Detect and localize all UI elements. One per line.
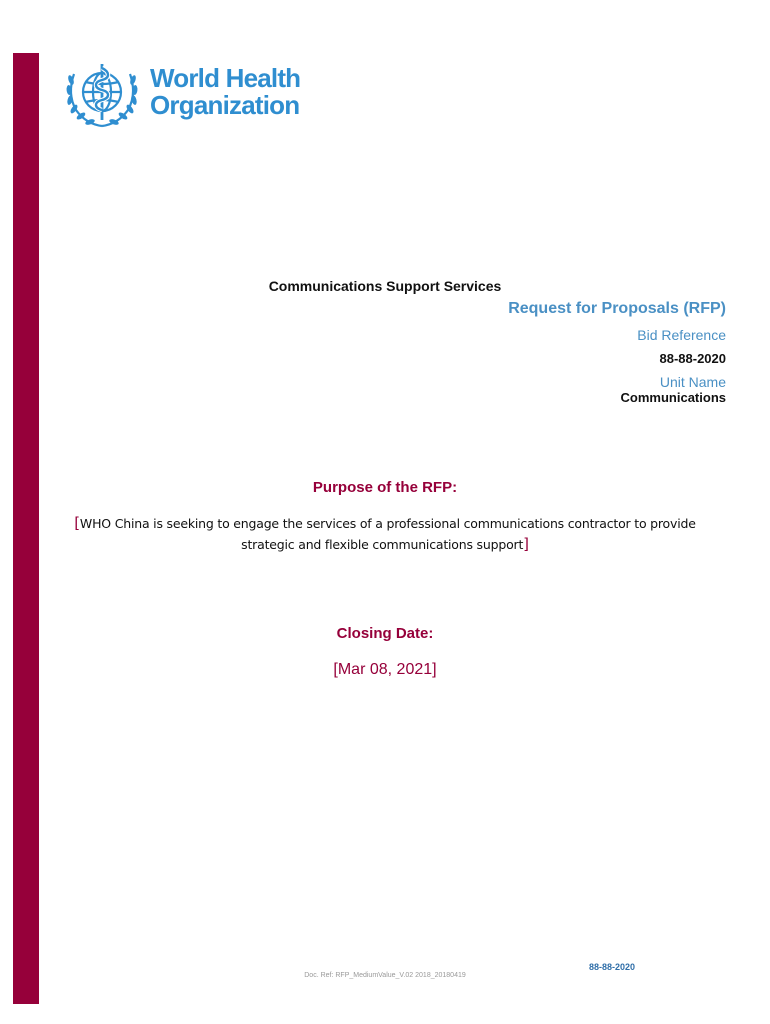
rfp-heading: Request for Proposals (RFP) [508,300,726,317]
footer-reference: 88-88-2020 [588,962,635,972]
footer-doc-ref: Doc. Ref: RFP_MediumValue_V.02 2018_20180419 [304,972,466,979]
bid-reference-value: 88-88-2020 [659,351,726,366]
who-wordmark [150,65,300,119]
purpose-bracket-open: [ [74,514,80,532]
purpose-heading: Purpose of the RFP: [312,479,458,496]
who-wordmark-line2: Organization [150,90,300,120]
unit-name-value: Communications [620,390,726,405]
who-emblem-icon [62,58,142,130]
purpose-bracket-close: ] [523,535,529,553]
closing-date-value: [Mar 08, 2021] [333,661,437,678]
who-wordmark-line1: World Health [150,63,301,93]
purpose-paragraph [60,513,710,555]
closing-date-heading: Closing Date: [336,625,434,642]
unit-name-label: Unit Name [659,374,726,390]
bid-reference-label: Bid Reference [637,327,726,343]
side-accent-bar [13,53,39,1004]
purpose-text: WHO China is seeking to engage the services of a professional communications contractor to provide strategic and flexible communications support [79,516,696,552]
document-title: Communications Support Services [268,278,502,294]
who-logo [62,58,302,130]
